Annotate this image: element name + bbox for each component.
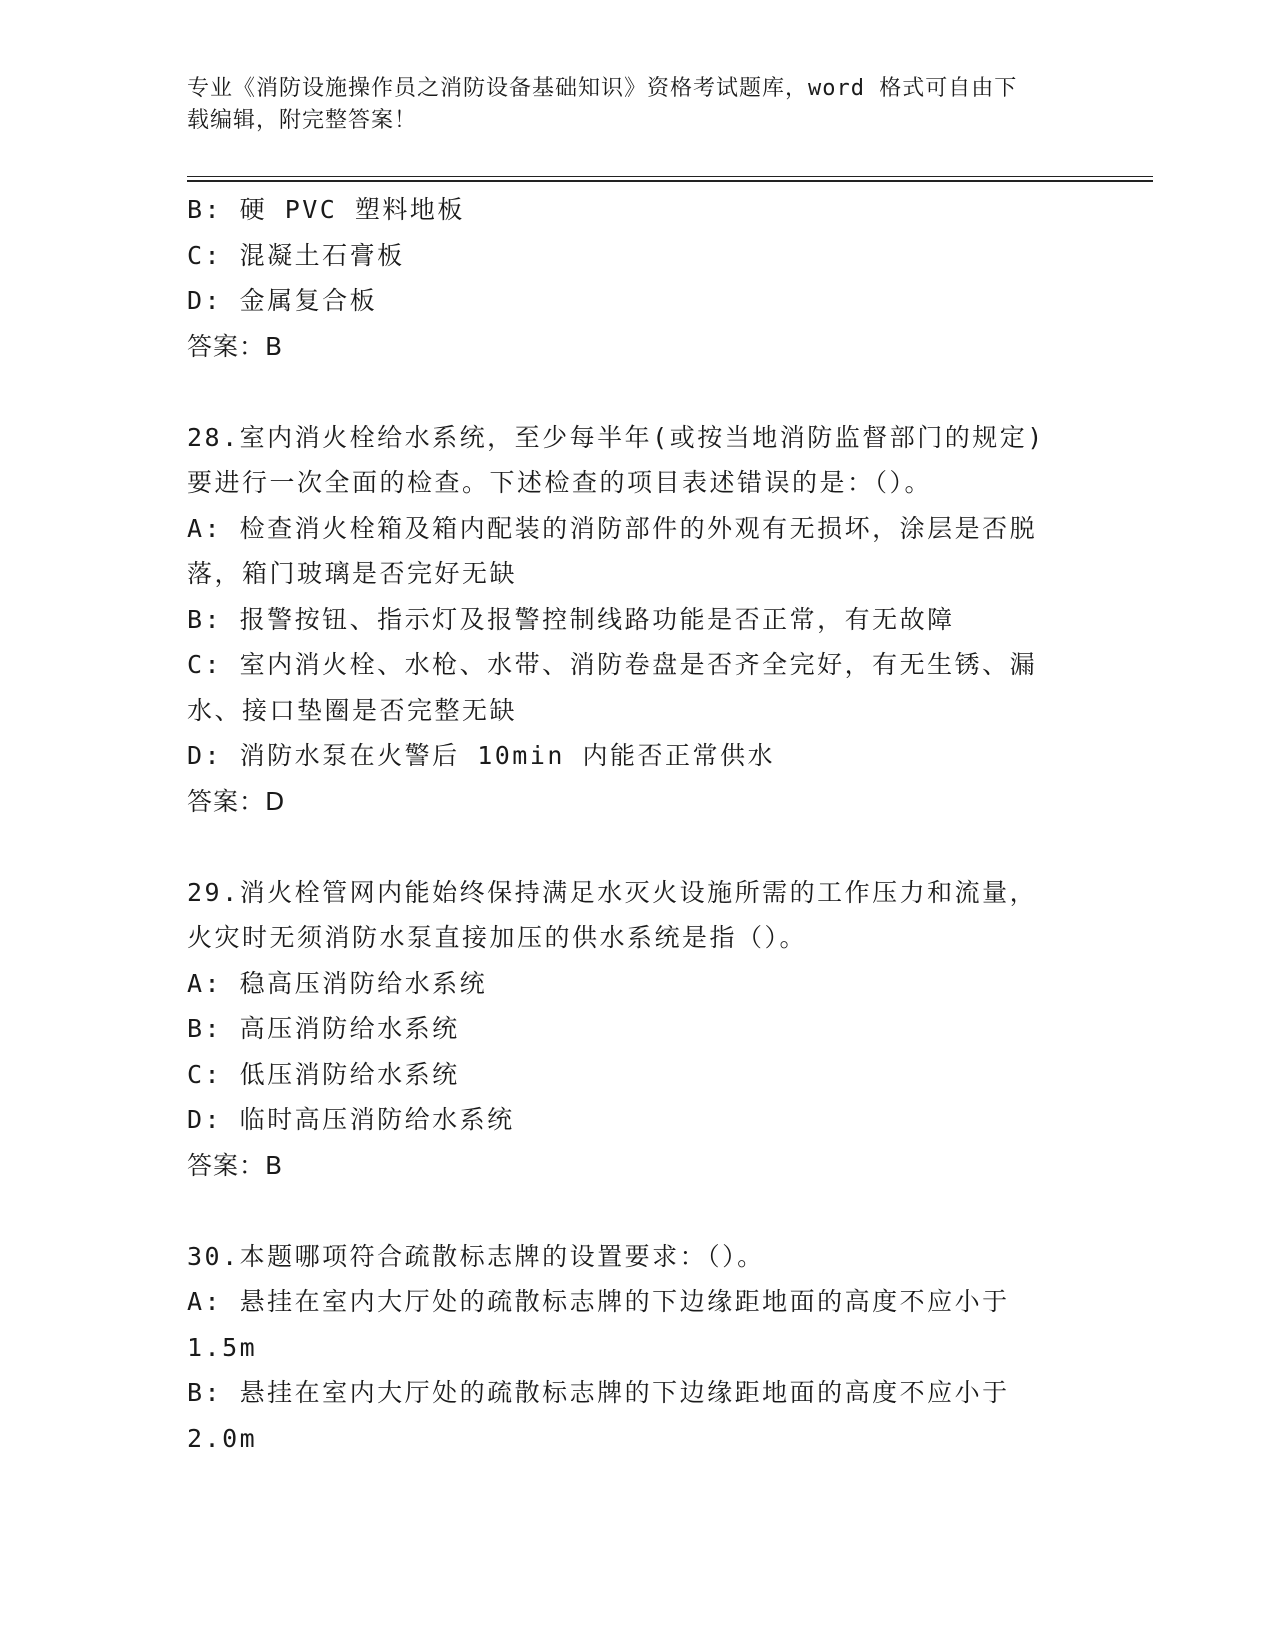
q29-option-a: A: 稳高压消防给水系统: [187, 968, 488, 998]
q28-option-a-line-1: A: 检查消火栓箱及箱内配装的消防部件的外观有无损坏，涂层是否脱: [187, 513, 1038, 543]
spacer: [187, 369, 1087, 415]
q30-option-b-line-2: 2.0m: [187, 1423, 258, 1453]
q29-option-d: D: 临时高压消防给水系统: [187, 1105, 515, 1134]
header-line-1: 专业《消防设施操作员之消防设备基础知识》资格考试题库，word 格式可自由下: [187, 76, 1018, 101]
q27-option-c: C: 混凝土石膏板: [187, 240, 405, 270]
q28-option-a-line-2: 落，箱门玻璃是否完好无缺: [187, 559, 518, 588]
q29-option-b: B: 高压消防给水系统: [187, 1014, 460, 1043]
q29-stem-line-1: 29.消火栓管网内能始终保持满足水灭火设施所需的工作压力和流量，: [187, 877, 1038, 907]
q27-option-d: D: 金属复合板: [187, 286, 378, 315]
header-divider-thick: [187, 180, 1153, 182]
q28-option-d: D: 消防水泵在火警后 10min 内能否正常供水: [187, 741, 776, 770]
question-content: [187, 187, 1087, 1461]
q28-option-b: B: 报警按钮、指示灯及报警控制线路功能是否正常，有无故障: [187, 604, 955, 634]
q29-answer: 答案：B: [187, 1150, 284, 1180]
document-header: [187, 73, 1067, 137]
q29-option-c: C: 低压消防给水系统: [187, 1059, 460, 1089]
q28-stem-line-2: 要进行一次全面的检查。下述检查的项目表述错误的是：（）。: [187, 468, 933, 497]
q30-option-b-line-1: B: 悬挂在室内大厅处的疏散标志牌的下边缘距地面的高度不应小于: [187, 1378, 1010, 1407]
header-divider-thin: [187, 176, 1153, 177]
q30-stem-line-1: 30.本题哪项符合疏散标志牌的设置要求：（）。: [187, 1241, 765, 1271]
q28-option-c-line-1: C: 室内消火栓、水枪、水带、消防卷盘是否齐全完好，有无生锈、漏: [187, 650, 1038, 679]
q27-option-b: B: 硬 PVC 塑料地板: [187, 195, 465, 224]
question-30: [187, 1234, 1087, 1462]
q29-stem-line-2: 火灾时无须消防水泵直接加压的供水系统是指（）。: [187, 923, 808, 952]
q28-answer: 答案：D: [187, 786, 286, 816]
q27-answer: 答案：B: [187, 331, 284, 361]
spacer: [187, 1188, 1087, 1234]
question-29: [187, 870, 1087, 1189]
header-line-2: 载编辑，附完整答案！: [187, 108, 418, 133]
q28-option-c-line-2: 水、接口垫圈是否完整无缺: [187, 695, 518, 725]
q30-option-a-line-1: A: 悬挂在室内大厅处的疏散标志牌的下边缘距地面的高度不应小于: [187, 1287, 1010, 1316]
spacer: [187, 824, 1087, 870]
q30-option-a-line-2: 1.5m: [187, 1332, 258, 1362]
q28-stem-line-1: 28.室内消火栓给水系统，至少每半年(或按当地消防监督部门的规定): [187, 422, 1045, 452]
question-28: [187, 415, 1087, 825]
question-27: [187, 187, 1087, 369]
